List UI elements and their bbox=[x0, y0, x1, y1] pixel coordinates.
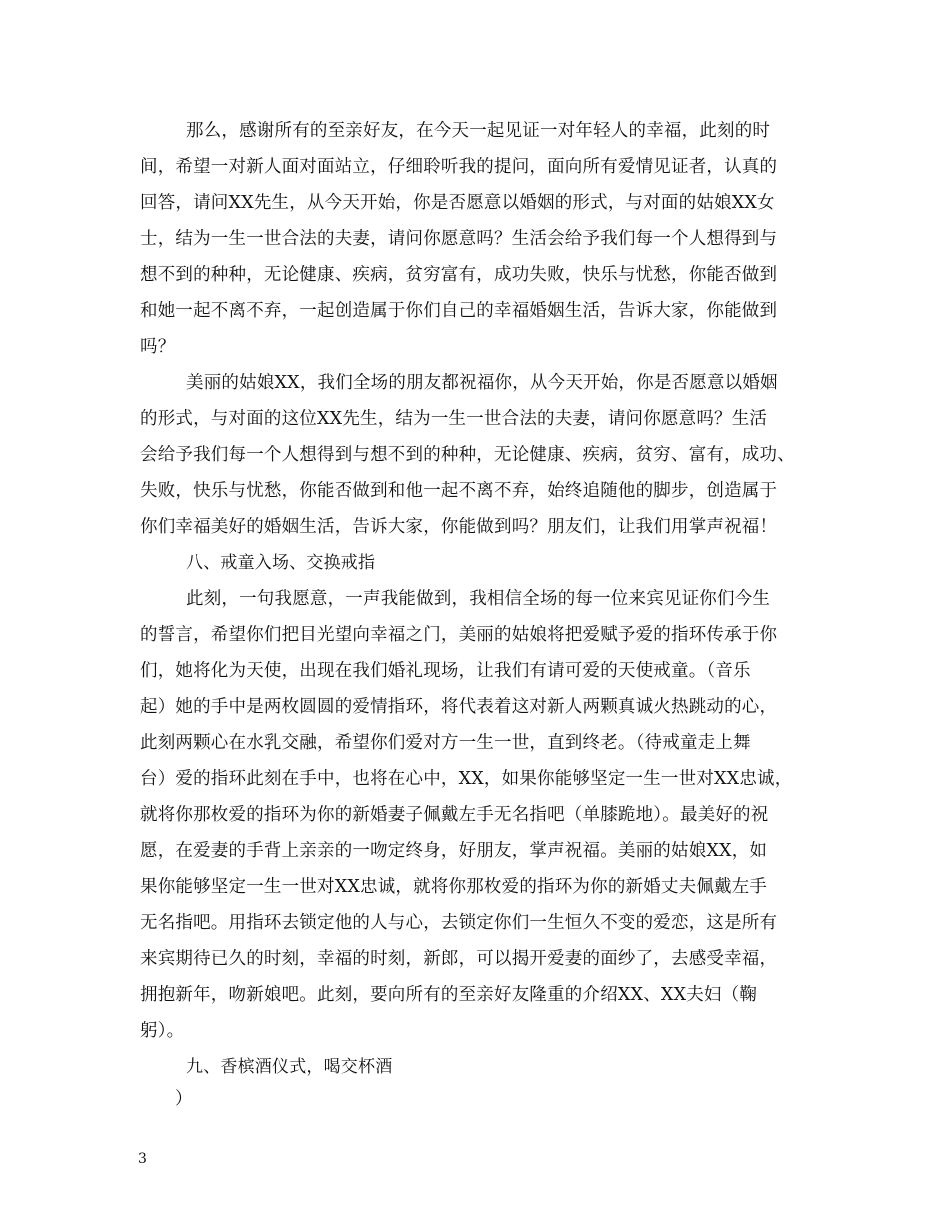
paragraph-3-line-10: 无名指吧。用指环去锁定他的人与心，去锁定你们一生恒久不变的爱恋，这是所有 bbox=[140, 913, 778, 933]
paragraph-3-line-8: 愿，在爱妻的手背上亲亲的一吻定终身，好朋友，掌声祝福。美丽的姑娘XX，如 bbox=[140, 841, 768, 861]
paragraph-1-line-6: 和她一起不离不弃，一起创造属于你们自己的幸福婚姻生活，告诉大家，你能做到 bbox=[140, 301, 778, 321]
paragraph-3-line-3: 们，她将化为天使，出现在我们婚礼现场，让我们有请可爱的天使戒童。（音乐 bbox=[140, 661, 751, 681]
paragraph-2-line-2: 的形式，与对面的这位XX先生，结为一生一世合法的夫妻，请问你愿意吗？生活 bbox=[140, 409, 768, 429]
section-9-heading: 九、香槟酒仪式，喝交杯酒 bbox=[186, 1057, 393, 1077]
paragraph-3-line-2: 的誓言，希望你们把目光望向幸福之门，美丽的姑娘将把爱赋予爱的指环传承于你 bbox=[140, 625, 778, 645]
paragraph-3-line-4: 起）她的手中是两枚圆圆的爱情指环，将代表着这对新人两颗真诚火热跳动的心， bbox=[140, 697, 778, 717]
paragraph-1-line-4: 士，结为一生一世合法的夫妻，请问你愿意吗？生活会给予我们每一个人想得到与 bbox=[140, 229, 778, 249]
paragraph-1-line-5: 想不到的种种，无论健康、疾病，贫穷富有，成功失败，快乐与忧愁，你能否做到 bbox=[140, 265, 778, 285]
paragraph-2-line-5: 你们幸福美好的婚姻生活，告诉大家，你能做到吗？朋友们，让我们用掌声祝福！ bbox=[140, 517, 778, 537]
paragraph-3-line-1: 此刻，一句我愿意，一声我能做到，我相信全场的每一位来宾见证你们今生 bbox=[186, 589, 771, 609]
paragraph-3-line-7: 就将你那枚爱的指环为你的新婚妻子佩戴左手无名指吧（单膝跪地）。最美好的祝 bbox=[140, 805, 769, 825]
page-number: 3 bbox=[138, 1151, 147, 1167]
paragraph-1-line-3: 回答，请问XX先生，从今天开始，你是否愿意以婚姻的形式，与对面的姑娘XX女 bbox=[140, 193, 775, 213]
paragraph-1-line-1: 那么，感谢所有的至亲好友，在今天一起见证一对年轻人的幸福，此刻的时 bbox=[186, 121, 771, 141]
paragraph-3-line-5: 此刻两颗心在水乳交融，希望你们爱对方一生一世，直到终老。（待戒童走上舞 bbox=[140, 733, 751, 753]
paragraph-2-line-3: 会给予我们每一个人想得到与想不到的种种，无论健康、疾病，贫穷、富有，成功、 bbox=[140, 445, 795, 465]
paragraph-2-line-4: 失败，快乐与忧愁，你能否做到和他一起不离不弃，始终追随他的脚步，创造属于 bbox=[140, 481, 778, 501]
paragraph-3-line-13: 躬）。 bbox=[140, 1021, 185, 1041]
paragraph-3-line-11: 来宾期待已久的时刻，幸福的时刻，新郎，可以揭开爱妻的面纱了，去感受幸福， bbox=[140, 949, 778, 969]
paragraph-3-line-12: 拥抱新年，吻新娘吧。此刻，要向所有的至亲好友隆重的介绍XX、XX夫妇（鞠 bbox=[140, 985, 758, 1005]
paragraph-2-line-1: 美丽的姑娘XX，我们全场的朋友都祝福你，从今天开始，你是否愿意以婚姻 bbox=[186, 373, 778, 393]
paragraph-3-line-6: 台）爱的指环此刻在手中，也将在心中，XX，如果你能够坚定一生一世对XX忠诚， bbox=[140, 769, 793, 789]
closing-bracket: ） bbox=[175, 1089, 193, 1109]
paragraph-1-line-7: 吗？ bbox=[140, 337, 176, 357]
paragraph-1-line-2: 间，希望一对新人面对面站立，仔细聆听我的提问，面向所有爱情见证者，认真的 bbox=[140, 157, 778, 177]
paragraph-3-line-9: 果你能够坚定一生一世对XX忠诚，就将你那枚爱的指环为你的新婚丈夫佩戴左手 bbox=[140, 877, 768, 897]
section-8-heading: 八、戒童入场、交换戒指 bbox=[186, 553, 376, 573]
